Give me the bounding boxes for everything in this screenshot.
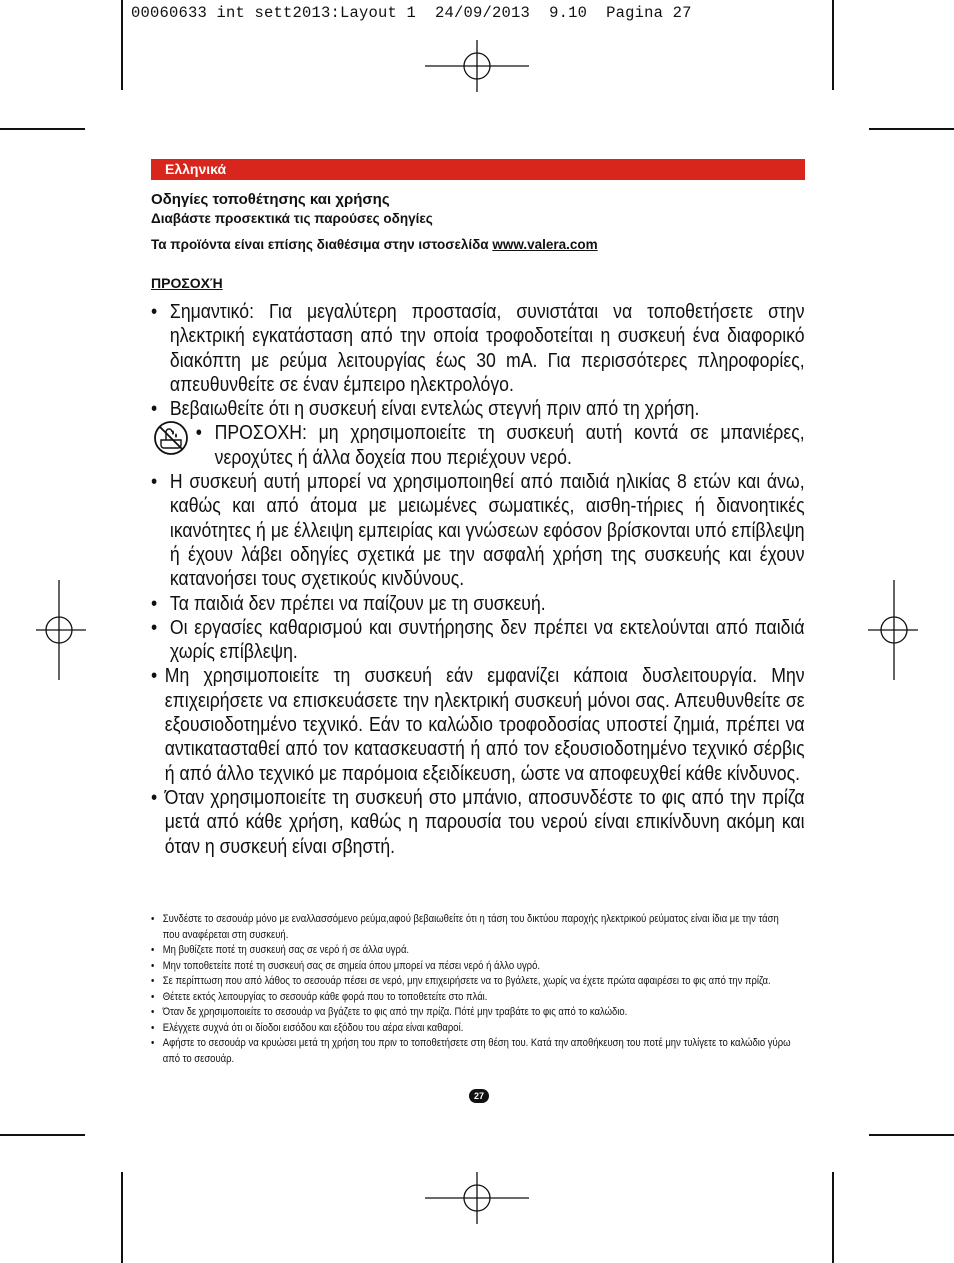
list-item: • Ελέγχετε συχνά ότι οι δίοδοι εισόδου και εξόδου του αέρα είναι καθαροί. — [151, 1021, 464, 1034]
list-item: • Συνδέστε το σεσουάρ μόνο με εναλλασσόμενο ρεύμα,αφού βεβαιωθείτε ότι η τάση του δικτύου παροχής ηλεκτρικού ρεύματος είναι ίδια με την τάση που αναφέρεται στη συσκευή. — [151, 913, 779, 941]
bullet: • — [195, 421, 202, 445]
bullet: • — [151, 470, 158, 494]
registration-mark-bottom — [425, 1172, 529, 1224]
crop-mark-top-left-h — [0, 128, 85, 130]
bullet: • — [151, 615, 158, 639]
warning-item: • Η συσκευή αυτή μπορεί να χρησιμοποιηθεί από παιδιά ηλικίας 8 ετών και άνω, καθώς και από άτομα με μειωμένες σωματικές, αισθη-τήριες ή διανοητικές ικανότητες ή με έλλειψη εμπειρίας και γνώσεων εφόσον βρίσκονται υπό επίβλεψη ή έχουν λάβει οδηγίες σχετικά με την ασφαλή χρήση της συσκευής και έχουν κατανοήσει τους σχετικούς κινδύνους. — [151, 470, 805, 591]
list-item: • Μην τοποθετείτε ποτέ τη συσκευή σας σε σημεία όπου μπορεί να πέσει νερό ή άλλο υγρό. — [151, 959, 540, 972]
page-title: Οδηγίες τοποθέτησης και χρήσης — [151, 191, 390, 208]
page-number-badge: 27 — [469, 1089, 489, 1103]
crop-mark-bottom-right-v — [832, 1172, 834, 1263]
website-link[interactable]: www.valera.com — [492, 237, 598, 252]
list-item: • Σε περίπτωση που από λάθος το σεσουάρ πέσει σε νερό, μην επιχειρήσετε να το βγάλετε, χωρίς να έχετε πρώτα αφαιρέσει το φις από την πρίζα. — [151, 975, 771, 987]
availability-line — [151, 237, 598, 252]
page-subtitle: Διαβάστε προσεκτικά τις παρούσες οδηγίες — [151, 211, 433, 226]
bullet: • — [151, 664, 158, 688]
crop-mark-top-left-v — [121, 0, 123, 90]
warning-item: • ΠΡΟΣΟΧΗ: μη χρησιμοποιείτε τη συσκευή αυτή κοντά σε μπανιέρες, νεροχύτες ή άλλα δοχεία που περιέχουν νερό. — [195, 421, 805, 469]
crop-mark-bottom-left-v — [121, 1172, 123, 1263]
bullet: • — [151, 591, 158, 615]
warning-item: • Τα παιδιά δεν πρέπει να παίζουν με τη συσκευή. — [151, 591, 546, 615]
warning-item: • Βεβαιωθείτε ότι η συσκευή είναι εντελώς στεγνή πριν από τη χρήση. — [151, 397, 700, 421]
print-slug: 00060633 int sett2013:Layout 1 24/09/2013 9.10 Pagina 27 — [131, 4, 692, 22]
list-item: • Θέτετε εκτός λειτουργίας το σεσουάρ κάθε φορά που το τοποθετείτε στο πλάι. — [151, 990, 488, 1003]
warning-item: • Οι εργασίες καθαρισμού και συντήρησης δεν πρέπει να εκτελούνται από παιδιά χωρίς επίβλεψη. — [151, 615, 805, 664]
registration-mark-left — [36, 580, 86, 680]
bullet: • — [151, 785, 158, 809]
crop-mark-top-right-v — [832, 0, 834, 90]
bullet: • — [151, 300, 158, 323]
availability-text: Τα προϊόντα είναι επίσης διαθέσιμα στην ιστοσελίδα — [151, 237, 489, 252]
warning-item: • Μη χρησιμοποιείτε τη συσκευή εάν εμφανίζει κάποια δυσλειτουργία. Μην επιχειρήσετε να επισκευάσετε την ηλεκτρική συσκευή μόνοι σας. Απευθυνθείτε σε εξουσιοδοτημένο τεχνικό. Εάν το καλώδιο τροφοδοσίας υποστεί ζημιά, πρέπει να αντικατασταθεί από τον κατασκευαστή ή από τον εξουσιοδοτημένο τεχνικό σέρβις ή από άλλο τεχνικό με παρόμοια εξειδίκευση, ώστε να αποφευχθεί κάθε κίνδυνος. — [151, 664, 805, 785]
warning-item: • Όταν χρησιμοποιείτε τη συσκευή στο μπάνιο, αποσυνδέστε το φις από την πρίζα μετά από κάθε χρήση, καθώς η παρουσία του νερού είναι επικίνδυνη ακόμη και όταν η συσκευή είναι σβηστή. — [151, 785, 805, 858]
language-bar — [151, 159, 805, 180]
list-item: • Αφήστε το σεσουάρ να κρυώσει μετά τη χρήση του πριν το τοποθετήσετε στη θέση του. Κατά την αποθήκευση του ποτέ μην τυλίγετε το καλώδιο γύρω από το σεσουάρ. — [151, 1037, 791, 1065]
small-print-list — [151, 912, 798, 1067]
crop-mark-bottom-left-h — [0, 1134, 85, 1136]
list-item: • Όταν δε χρησιμοποιείτε το σεσουάρ να βγάζετε το φις από την πρίζα. Πότέ μην τραβάτε το φις από το καλώδιο. — [151, 1006, 628, 1018]
warning-item: • Σημαντικό: Για μεγαλύτερη προστασία, συνιστάται να τοποθετήσετε στην ηλεκτρική εγκατάσταση από την οποία τροφοδοτείται η συσκευή ένα διαφορικό διακόπτη με ρεύμα λειτουργίας έως 30 mA. Για περισσότερες πληροφορίες, απευθυνθείτε σε έναν έμπειρο ηλεκτρολόγο. — [151, 300, 805, 396]
registration-mark-right — [868, 580, 918, 680]
crop-mark-bottom-right-h — [869, 1134, 954, 1136]
registration-mark-top — [425, 40, 529, 92]
main-warning-list — [151, 300, 805, 859]
crop-mark-top-right-h — [869, 128, 954, 130]
list-item: • Μη βυθίζετε ποτέ τη συσκευή σας σε νερό ή σε άλλα υγρά. — [151, 944, 410, 956]
warning-title: ΠΡΟΣΟΧΉ — [151, 275, 223, 291]
bullet: • — [151, 397, 158, 421]
language-label: Ελληνικά — [165, 161, 227, 177]
